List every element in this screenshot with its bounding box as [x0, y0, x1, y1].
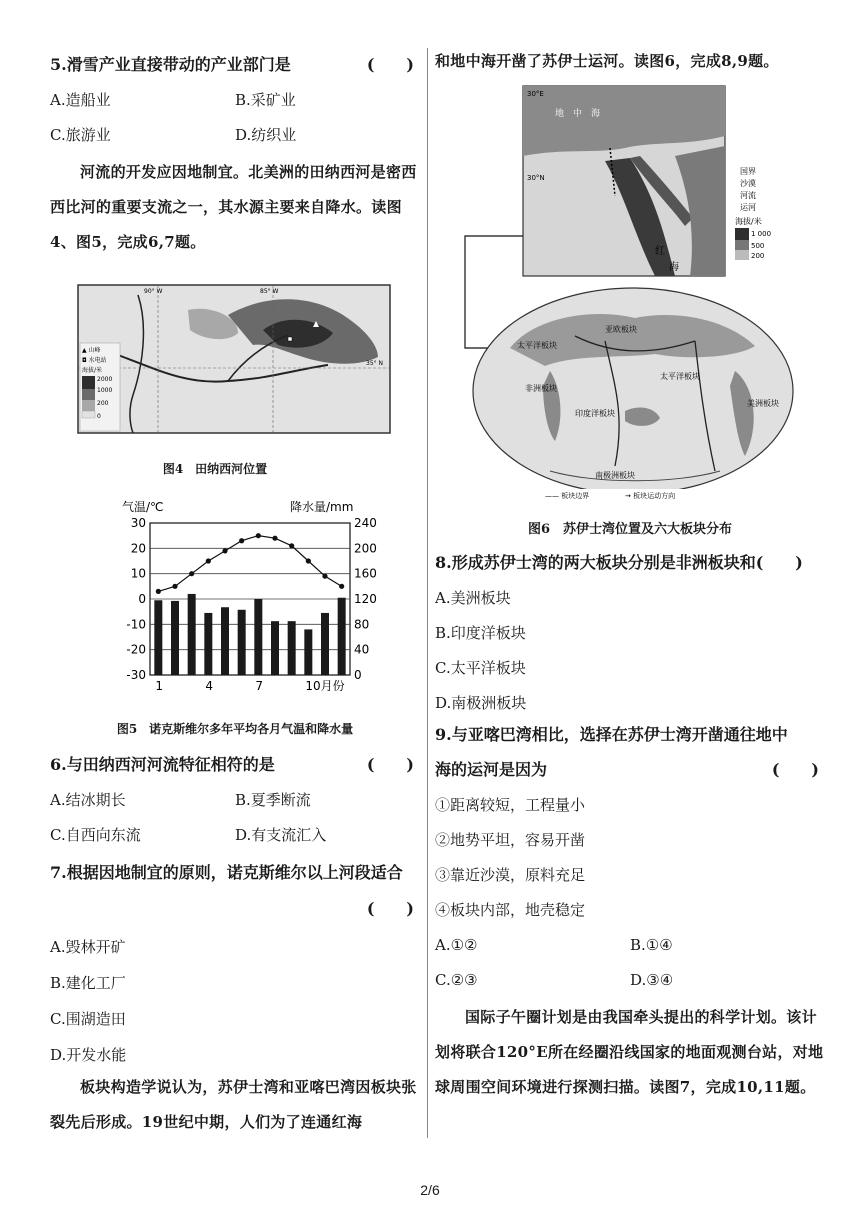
precipitation-bar [288, 621, 296, 675]
precipitation-bar [321, 613, 329, 675]
chart-right-tick-label: 200 [354, 541, 377, 556]
precipitation-bar [271, 621, 279, 675]
passage-suez-right: 和地中海开凿了苏伊士运河。读图6，完成8,9题。 [435, 52, 779, 70]
q9-option-c[interactable]: C.②③ [435, 971, 478, 989]
q5-option-b[interactable]: B.采矿业 [235, 91, 296, 109]
fig4-legend-1000: 1000 [97, 387, 113, 394]
fig4-legend-elev-title: 海拔/米 [82, 367, 103, 374]
q8-option-c[interactable]: C.太平洋板块 [435, 659, 526, 677]
plate-label-eurasian: 亚欧板块 [605, 325, 637, 334]
fig4-legend-0: 0 [97, 413, 101, 420]
chart-right-tick-label: 0 [354, 668, 362, 682]
q6-option-a[interactable]: A.结冰期长 [50, 791, 126, 809]
question-8 [435, 552, 825, 714]
q9-option-d[interactable]: D.③④ [630, 971, 674, 989]
q7-option-b[interactable]: B.建化工厂 [50, 974, 126, 992]
inset-legend-elev-title: 海拔/米 [735, 217, 762, 226]
question-6 [50, 754, 420, 846]
inset-legend-500: 500 [751, 242, 765, 250]
chart-right-tick-label: 160 [354, 566, 377, 581]
temperature-line [158, 536, 341, 592]
precipitation-bar [171, 601, 179, 675]
precipitation-bar [154, 600, 162, 675]
q8-option-a[interactable]: A.美洲板块 [435, 589, 511, 607]
map-legend-motion: → 板块运动方向 [625, 492, 676, 500]
plate-label-antarctic: 南极洲板块 [595, 471, 635, 480]
temperature-point [339, 584, 344, 589]
chart-right-tick-label: 40 [354, 642, 370, 657]
precipitation-bar [221, 607, 229, 675]
figure-5-chart [122, 500, 392, 693]
q8-option-d[interactable]: D.南极洲板块 [435, 694, 527, 712]
figure-6-maps [455, 86, 805, 501]
q8-stem: 8.形成苏伊士湾的两大板块分别是非洲板块和( ) [435, 553, 803, 572]
q7-option-a[interactable]: A.毁林开矿 [50, 938, 126, 956]
plate-label-african: 非洲板块 [525, 384, 557, 393]
q7-option-c[interactable]: C.围湖造田 [50, 1010, 126, 1028]
q7-answer-paren: ( ) [366, 899, 414, 918]
question-7 [50, 862, 420, 1066]
q9-answer-paren: ( ) [771, 760, 819, 779]
chart-left-tick-label: -30 [126, 668, 146, 682]
passage-tennessee: 河流的开发应因地制宜。北美洲的田纳西河是密西西比河的重要支流之一，其水源主要来自降水。读图4、图5，完成6,7题。 [50, 163, 417, 251]
precipitation-bar [204, 613, 212, 675]
chart-left-tick-label: 10 [130, 566, 146, 581]
temperature-point [322, 574, 327, 579]
fig4-lon-label-1: 90° W [144, 288, 163, 295]
figure-6-caption: 图6 苏伊士湾位置及六大板块分布 [527, 522, 733, 537]
chart-left-tick-label: 20 [130, 541, 146, 556]
q9-stem-line2: 海的运河是因为 [435, 760, 548, 779]
chart-left-tick-label: 30 [130, 516, 146, 530]
question-5 [50, 54, 420, 146]
inset-sea-med: 地 中 海 [555, 109, 601, 119]
q5-answer-paren: ( ) [366, 55, 414, 74]
plate-label-indian: 印度洋板块 [575, 409, 615, 418]
tennessee-river-map [78, 285, 390, 433]
inset-legend-200: 200 [751, 252, 765, 260]
q6-option-b[interactable]: B.夏季断流 [235, 791, 311, 809]
map-legend-boundary: —— 板块边界 [545, 492, 590, 500]
inset-lat-label: 30°N [527, 174, 545, 182]
inset-legend-desert: 沙漠 [740, 179, 756, 188]
q9-option-b[interactable]: B.①④ [630, 936, 673, 954]
chart-x-tick-label: 7 [255, 679, 263, 693]
chart-x-tick-label: 4 [205, 679, 213, 693]
temperature-point [206, 558, 211, 563]
fig4-legend-200: 200 [97, 400, 109, 407]
inset-sea-red-1: 红 [655, 246, 665, 257]
fig4-lat-label: 35° N [366, 360, 384, 367]
figure-5-caption: 图5 诺克斯维尔多年平均各月气温和降水量 [116, 722, 354, 736]
temperature-point [289, 543, 294, 548]
inset-sea-red-2: 海 [669, 262, 679, 273]
q7-option-d[interactable]: D.开发水能 [50, 1046, 127, 1064]
temperature-point [156, 589, 161, 594]
inset-lon-label: 30°E [527, 90, 544, 98]
temperature-point [239, 538, 244, 543]
q8-option-b[interactable]: B.印度洋板块 [435, 624, 526, 642]
fig4-legend-hydro: ◘ 水电站 [82, 357, 107, 364]
temperature-point [172, 584, 177, 589]
inset-legend-1000: 1 000 [751, 230, 772, 238]
q9-item-2: ②地势平坦，容易开凿 [435, 831, 586, 849]
plate-label-american: 美洲板块 [747, 399, 779, 408]
q7-stem: 7.根据因地制宜的原则，诺克斯维尔以上河段适合 [50, 863, 403, 882]
climate-chart-svg [122, 500, 392, 693]
chart-right-tick-label: 80 [354, 617, 370, 632]
precipitation-bar [304, 629, 312, 675]
page-number: 2/6 [420, 1182, 440, 1198]
plate-label-pacific-west: 太平洋板块 [517, 341, 557, 350]
precipitation-bar [238, 610, 246, 675]
inset-legend-border: 国界 [740, 167, 756, 176]
inset-legend [735, 167, 771, 260]
column-divider [427, 48, 428, 1138]
q6-answer-paren: ( ) [366, 755, 414, 774]
q9-option-a[interactable]: A.①② [435, 936, 478, 954]
plate-label-pacific: 太平洋板块 [660, 372, 700, 381]
suez-plates-map [455, 86, 805, 501]
q9-stem-line1: 9.与亚喀巴湾相比，选择在苏伊士湾开凿通往地中 [435, 725, 788, 744]
chart-x-tick-label: 10月份 [305, 679, 345, 693]
precipitation-bar [254, 599, 262, 675]
chart-left-tick-label: 0 [138, 592, 146, 606]
q6-option-c[interactable]: C.自西向东流 [50, 826, 141, 844]
q9-item-3: ③靠近沙漠，原料充足 [435, 866, 586, 884]
inset-legend-river: 河流 [740, 191, 756, 200]
fig4-legend-2000: 2000 [97, 376, 113, 383]
chart-left-axis-title: 气温/℃ [122, 500, 164, 514]
q5-option-a[interactable]: A.造船业 [50, 91, 111, 109]
question-9 [435, 724, 825, 991]
temperature-point [272, 536, 277, 541]
chart-right-axis-title: 降水量/mm [290, 500, 354, 514]
passage-suez-left: 板块构造学说认为，苏伊士湾和亚喀巴湾因板块张裂先后形成。19世纪中期，人们为了连通红海 [50, 1078, 417, 1131]
precipitation-bar [338, 598, 346, 675]
hydropower-station-icon [288, 337, 292, 341]
temperature-point [306, 558, 311, 563]
q9-item-1: ①距离较短，工程量小 [435, 796, 586, 814]
q6-option-d[interactable]: D.有支流汇入 [235, 826, 327, 844]
q6-stem: 6.与田纳西河河流特征相符的是 [50, 755, 275, 774]
q5-option-d[interactable]: D.纺织业 [235, 126, 297, 144]
inset-legend-canal: 运河 [740, 203, 756, 212]
q5-stem: 5.滑雪产业直接带动的产业部门是 [50, 55, 291, 74]
chart-left-tick-label: -20 [126, 642, 146, 657]
temperature-point [256, 533, 261, 538]
chart-right-tick-label: 120 [354, 592, 377, 606]
passage-meridian: 国际子午圈计划是由我国牵头提出的科学计划。该计划将联合120°E所在经圈沿线国家的地面观测台站，对地球周围空间环境进行探测扫描。读图7，完成10,11题。 [435, 1008, 824, 1096]
fig4-lon-label-2: 85° W [260, 288, 279, 295]
figure-4-map [78, 285, 390, 433]
chart-x-tick-label: 1 [155, 679, 163, 693]
q9-item-4: ④板块内部，地壳稳定 [435, 901, 586, 919]
chart-left-tick-label: -10 [126, 617, 146, 632]
fig4-legend-peak: ▲ 山峰 [82, 347, 101, 354]
temperature-point [189, 571, 194, 576]
figure-4-caption: 图4 田纳西河位置 [162, 462, 268, 476]
chart-right-tick-label: 240 [354, 516, 377, 530]
temperature-point [222, 548, 227, 553]
precipitation-bar [188, 594, 196, 675]
q5-option-c[interactable]: C.旅游业 [50, 126, 111, 144]
